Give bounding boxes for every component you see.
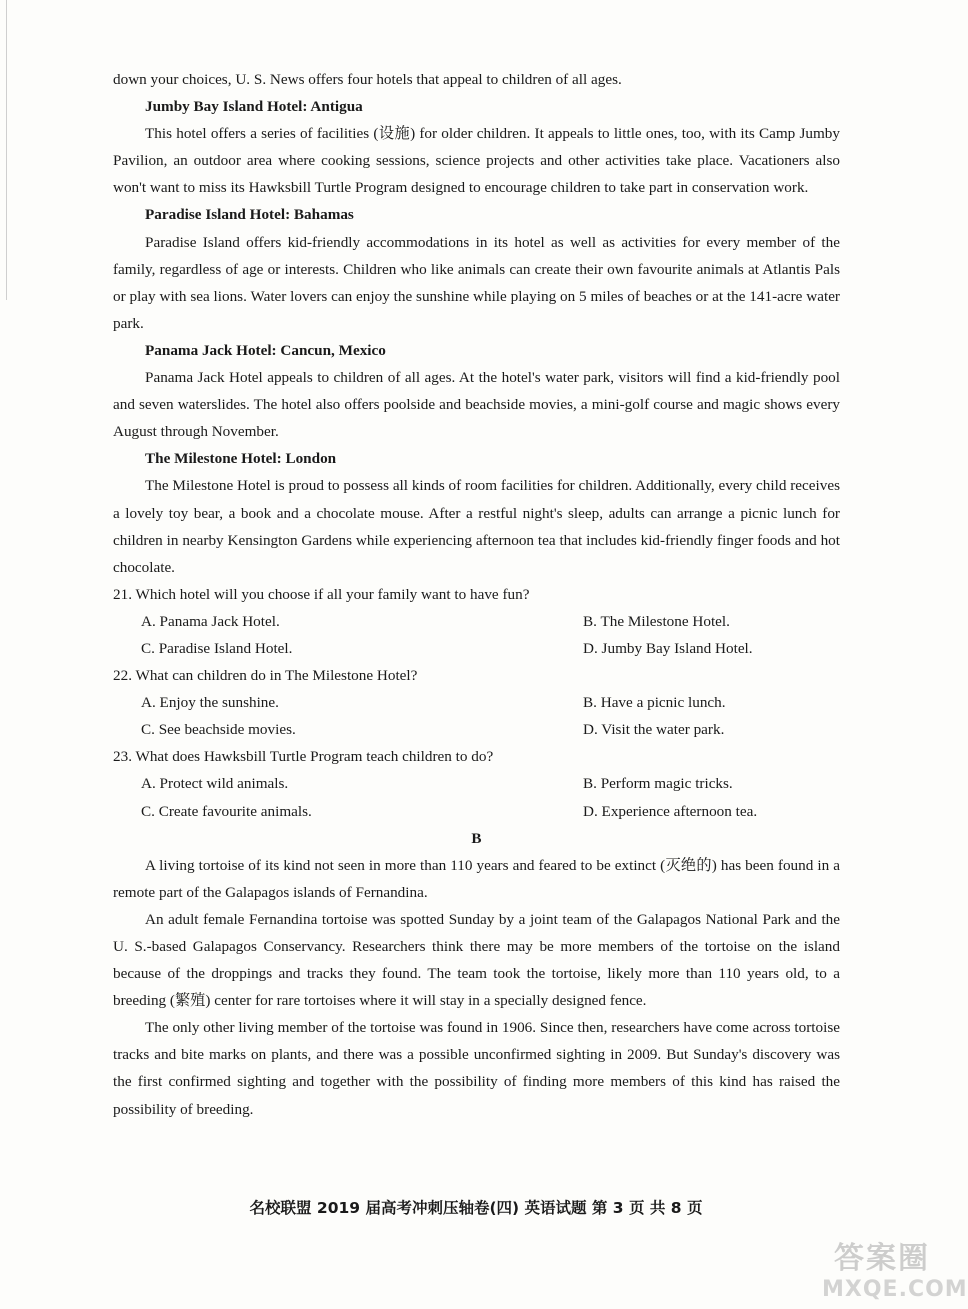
question-21-option-d: D. Jumby Bay Island Hotel. <box>583 639 753 657</box>
hotel-heading-panama-jack: Panama Jack Hotel: Cancun, Mexico <box>145 341 386 359</box>
hotel-description-milestone: The Milestone Hotel is proud to possess all kinds of room facilities for children. Additionally, every child receives a lovely toy bear, a book and a chocolate mouse. After a restful night's sleep, adults can arrange a picnic lunch for children in nearby Kensington Gardens while experiencing afternoon tea that includes kid-friendly finger foods and hot chocolate. <box>113 477 840 576</box>
section-b-title: B <box>471 829 482 847</box>
hotel-heading-jumby-bay: Jumby Bay Island Hotel: Antigua <box>145 98 363 116</box>
hotel-description-jumby-bay: This hotel offers a series of facilities (设施) for older children. It appeals to little ones, too, with its Camp Jumby Pavilion, an outdoor area where cooking sessions, science projects and other activities take place. Vacationers also won't want to miss its Hawksbill Turtle Program designed to encourage children to take part in conservation work. <box>113 125 840 197</box>
question-23-options <box>113 770 840 824</box>
question-23-option-d: D. Experience afternoon tea. <box>583 802 758 820</box>
question-22-stem: 22. What can children do in The Milestone Hotel? <box>113 667 418 685</box>
question-21-stem: 21. Which hotel will you choose if all your family want to have fun? <box>113 585 530 603</box>
section-b-paragraph-1: A living tortoise of its kind not seen in more than 110 years and feared to be extinct (灭绝的) has been found in a remote part of the Galapagos islands of Fernandina. <box>113 856 840 901</box>
watermark-logo <box>822 1233 968 1303</box>
question-22-option-c: C. See beachside movies. <box>141 721 296 739</box>
question-23-option-a: A. Protect wild animals. <box>141 775 289 793</box>
page-edge-line <box>6 0 7 300</box>
hotel-description-paradise-island: Paradise Island offers kid-friendly accommodations in its hotel as well as activities for every member of the family, regardless of age or interests. Children who like animals can create their own favourite animals at Atlantis Pals or play with sea lions. Water lovers can enjoy the sunshine while playing on 5 miles of beaches or at the 141-acre water park. <box>113 233 840 332</box>
section-b-paragraph-2: An adult female Fernandina tortoise was spotted Sunday by a joint team of the Galapagos National Park and the U. S.-based Galapagos Conservancy. Researchers think there may be more members of the tortoise on the island because of the droppings and tracks they found. The team took the tortoise, likely more than 110 years old, to a breeding (繁殖) center for rare tortoises where it will stay in a specially designed fence. <box>113 910 840 1010</box>
intro-paragraph: down your choices, U. S. News offers four hotels that appeal to children of all ages. <box>113 71 622 88</box>
question-22-options <box>113 689 840 743</box>
question-22-option-d: D. Visit the water park. <box>583 721 725 739</box>
exam-page-content <box>113 66 840 1123</box>
page-footer: 名校联盟 2019 届高考冲刺压轴卷(四) 英语试题 第 3 页 共 8 页 <box>249 1199 703 1217</box>
question-21-option-c: C. Paradise Island Hotel. <box>141 639 293 657</box>
question-21-options <box>113 608 840 662</box>
question-23-option-b: B. Perform magic tricks. <box>583 775 733 793</box>
question-22-option-b: B. Have a picnic lunch. <box>583 694 726 712</box>
section-b-paragraph-3: The only other living member of the tortoise was found in 1906. Since then, researchers have come across tortoise tracks and bite marks on plants, and there was a possible unconfirmed sighting in 2009. But Sunday's discovery was the first confirmed sighting and together with the possibility of finding more members of this kind has raised the possibility of breeding. <box>113 1019 840 1118</box>
watermark-bottom-text: MXQE.COM <box>822 1277 968 1302</box>
watermark-top-text: 答案圈 <box>834 1241 930 1276</box>
question-21-option-a: A. Panama Jack Hotel. <box>141 612 280 630</box>
hotel-description-panama-jack: Panama Jack Hotel appeals to children of all ages. At the hotel's water park, visitors will find a kid-friendly pool and seven waterslides. The hotel also offers poolside and beachside movies, a mini-golf course and magic shows every August through November. <box>113 369 840 441</box>
question-23-stem: 23. What does Hawksbill Turtle Program teach children to do? <box>113 748 494 766</box>
hotel-heading-paradise-island: Paradise Island Hotel: Bahamas <box>145 206 354 224</box>
question-21-option-b: B. The Milestone Hotel. <box>583 612 730 630</box>
question-23-option-c: C. Create favourite animals. <box>141 802 312 820</box>
hotel-heading-milestone: The Milestone Hotel: London <box>145 450 337 468</box>
question-22-option-a: A. Enjoy the sunshine. <box>141 694 279 712</box>
